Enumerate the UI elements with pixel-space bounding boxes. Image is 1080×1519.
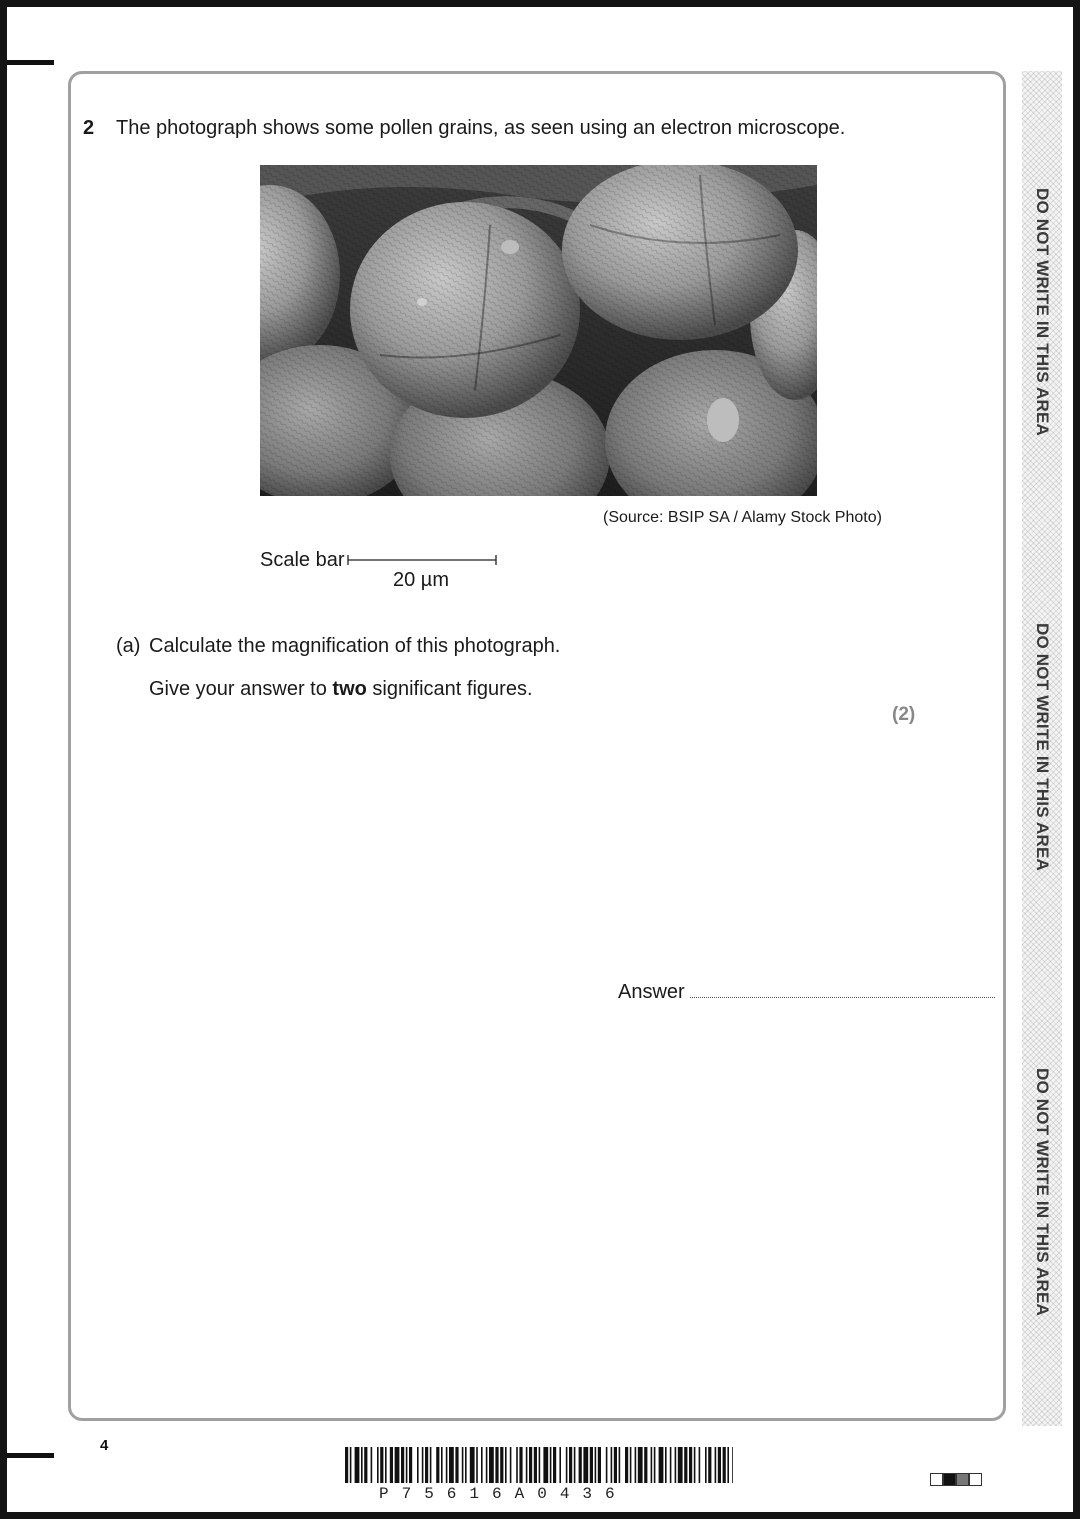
indicator-square: [943, 1473, 956, 1486]
answer-label: Answer: [618, 981, 685, 1003]
page-indicator-squares: [930, 1473, 982, 1486]
answer-line[interactable]: [690, 997, 995, 998]
pollen-micrograph: [260, 165, 817, 496]
part-a-sig-fig-note: [149, 678, 533, 701]
registration-mark-top: [7, 60, 54, 65]
question-stem: The photograph shows some pollen grains, as seen using an electron microscope.: [116, 117, 846, 139]
scale-bar-length: 20 µm: [393, 569, 449, 591]
registration-mark-bottom: [7, 1453, 54, 1458]
sig-fig-suffix: significant figures.: [366, 678, 533, 700]
indicator-square: [930, 1473, 943, 1486]
sig-fig-bold: two: [332, 678, 367, 700]
marks-available: (2): [892, 704, 916, 725]
barcode: [345, 1447, 733, 1483]
page-number: 4: [100, 1437, 109, 1454]
indicator-square: [969, 1473, 982, 1486]
photo-source-credit: (Source: BSIP SA / Alamy Stock Photo): [603, 509, 882, 526]
barcode-text: P75616A0436: [379, 1485, 628, 1503]
question-number: 2: [83, 117, 95, 139]
scale-bar: [347, 553, 497, 567]
scale-bar-label: Scale bar: [260, 549, 345, 571]
part-a-instruction: Calculate the magnification of this photograph.: [149, 635, 561, 657]
indicator-square: [956, 1473, 969, 1486]
part-a-label: (a): [116, 635, 141, 657]
sig-fig-prefix: Give your answer to: [149, 678, 333, 700]
exam-page: DO NOT WRITE IN THIS AREA DO NOT WRITE IN THIS AREA DO NOT WRITE IN THIS AREA 2 The photograph shows some pollen grains, as seen using an electron microscope. (Source: BSIP SA / Alamy Stock Photo) Scale bar 20 µm (a) Calculate the magnification of this photograph. Give your answer to two significant figures. (2) Answer 4 P75616A0436: [7, 7, 1073, 1512]
